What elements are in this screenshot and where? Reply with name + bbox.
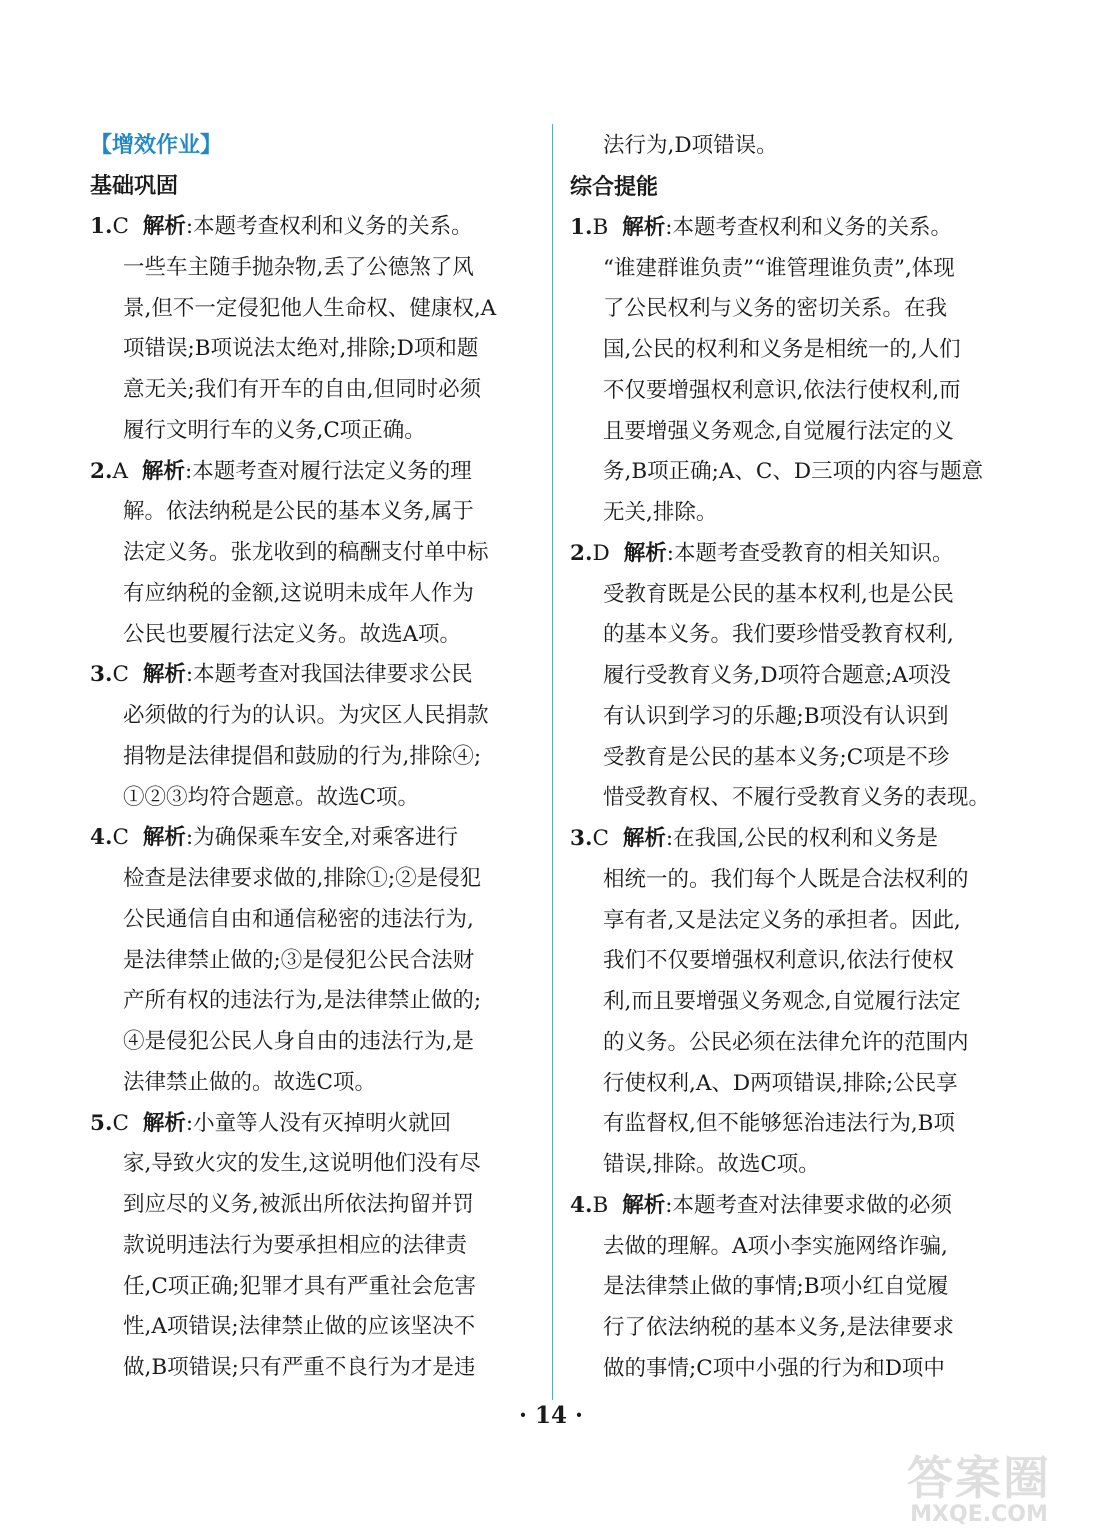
continuation-line: 法行为,D项错误。 [603,133,778,158]
watermark-domain: MXQE.COM [910,1502,1048,1527]
explanation-line: 无关,排除。 [603,500,718,525]
explanation-line: 任,C项正确;犯罪才具有严重社会危害 [123,1273,477,1299]
question-5-header [90,1104,535,1145]
question-number: 1. [90,214,113,239]
explanation-text: :在我国,公民的权利和义务是 [665,826,939,851]
question-number: 2. [90,458,113,484]
explanation-line: 是法律禁止做的;③是侵犯公民合法财 [123,947,475,973]
analysis-label: 解析 [623,540,667,566]
section-heading-advanced: 综合提能 [570,174,659,200]
analysis-label: 解析 [622,214,666,240]
explanation-line: 去做的理解。A项小李实施网络诈骗, [603,1233,948,1259]
explanation-line: 法律禁止做的。故选C项。 [123,1069,376,1095]
analysis-label: 解析 [141,458,185,484]
explanation-line: 行了依法纳税的基本义务,是法律要求 [603,1315,954,1340]
explanation-line: 公民通信自由和通信秘密的违法行为, [123,906,474,932]
right-column [570,126,1015,1390]
analysis-label: 解析 [142,825,186,851]
explanation-line: 到应尽的义务,被派出所依法拘留并罚 [123,1192,474,1217]
left-column [90,126,535,1389]
explanation-line: 的义务。公民必须在法律允许的范围内 [603,1029,969,1055]
question-list [90,207,535,1389]
explanation-line: 且要增强义务观念,自觉履行法定的义 [603,418,954,444]
explanation-line: 不仅要增强权利意识,依法行使权利,而 [603,377,961,403]
explanation-line: 做,B项错误;只有严重不良行为才是违 [123,1355,476,1380]
question-number: 3. [90,662,113,688]
explanation-line: 履行文明行车的义务,C项正确。 [123,417,426,443]
question-number: 3. [570,826,593,851]
question-3-header [570,819,1015,860]
explanation-line: 国,公民的权利和义务是相统一的,人们 [603,337,961,362]
explanation-line: 一些车主随手抛杂物,丢了公德煞了风 [123,254,474,280]
explanation-line: 的基本义务。我们要珍惜受教育权利, [603,622,954,648]
question-1-header [570,208,1015,249]
question-4-header [90,818,535,859]
explanation-line: 做的事情;C项中小强的行为和D项中 [603,1355,945,1381]
watermark-logo-text: 答案圈 [907,1451,1051,1505]
explanation-line: ④是侵犯公民人身自由的违法行为,是 [123,1029,474,1054]
question-2-header [90,452,535,493]
analysis-label: 解析 [142,662,186,688]
answer-letter: C [112,662,129,688]
answer-letter: B [592,214,609,240]
explanation-line: 有监督权,但不能够惩治违法行为,B项 [603,1111,955,1137]
explanation-line: 错误,排除。故选C项。 [603,1152,820,1177]
analysis-label: 解析 [622,826,666,851]
explanation-line: 履行受教育义务,D项符合题意;A项没 [603,663,951,688]
question-number: 1. [570,214,593,240]
explanation-text: :本题考查权利和义务的关系。 [665,214,953,240]
answer-letter: C [112,825,129,851]
explanation-text: :本题考查对我国法律要求公民 [185,662,473,688]
answer-letter: B [592,1192,609,1218]
explanation-line: 务,B项正确;A、C、D三项的内容与题意 [603,459,984,485]
explanation-line: 相统一的。我们每个人既是合法权利的 [603,866,969,892]
question-4-header [570,1186,1015,1227]
answer-letter: A [112,458,128,484]
explanation-line: 有认识到学习的乐趣;B项没有认识到 [603,703,949,729]
question-list [570,208,1015,1390]
explanation-line: 性,A项错误;法律禁止做的应该坚决不 [123,1314,476,1340]
analysis-label: 解析 [622,1192,666,1218]
section-tag: 【增效作业】 [90,133,223,158]
explanation-line: 了公民权利与义务的密切关系。在我 [603,296,948,322]
explanation-line: 享有者,又是法定义务的承担者。因此, [603,907,961,933]
explanation-line: 家,导致火灾的发生,这说明他们没有尽 [123,1151,481,1177]
explanation-line: 检查是法律要求做的,排除①;②是侵犯 [123,866,482,891]
explanation-line: 景,但不一定侵犯他人生命权、健康权,A [123,295,497,321]
explanation-line: 惜受教育权、不履行受教育义务的表现。 [603,785,991,811]
watermark-logo [884,1452,1074,1526]
answer-letter: C [112,1110,129,1136]
explanation-line: 产所有权的违法行为,是法律禁止做的; [123,988,482,1014]
question-3-header [90,655,535,696]
analysis-label: 解析 [142,1110,186,1136]
explanation-line: 项错误;B项说法太绝对,排除;D项和题 [123,336,479,362]
question-number: 4. [570,1192,593,1218]
explanation-text: :本题考查权利和义务的关系。 [185,214,473,239]
explanation-text: :本题考查对履行法定义务的理 [185,458,472,484]
question-number: 2. [570,540,593,566]
explanation-line: 法定义务。张龙收到的稿酬支付单中标 [123,540,489,565]
explanation-line: 款说明违法行为要承担相应的法律责 [123,1232,468,1258]
explanation-line: ①②③均符合题意。故选C项。 [123,784,419,810]
explanation-text: :为确保乘车安全,对乘客进行 [185,825,459,851]
explanation-text: :本题考查对法律要求做的必须 [665,1192,953,1218]
answer-letter: D [592,540,610,566]
explanation-line: 有应纳税的金额,这说明未成年人作为 [123,580,474,606]
explanation-text: :本题考查受教育的相关知识。 [666,540,954,566]
explanation-text: :小童等人没有灭掉明火就回 [185,1110,452,1136]
page-number: · 14 · [518,1402,584,1429]
question-1-header [90,207,535,248]
answer-letter: C [112,214,129,239]
explanation-line: 意无关;我们有开车的自由,但同时必须 [123,377,482,402]
explanation-line: 行使权利,A、D两项错误,排除;公民享 [603,1070,958,1096]
question-number: 5. [90,1110,113,1136]
explanation-line: 我们不仅要增强权利意识,依法行使权 [603,948,954,974]
explanation-line: “谁建群谁负责”“谁管理谁负责”,体现 [603,255,955,281]
column-divider [552,124,553,1400]
answer-letter: C [592,826,609,851]
explanation-line: 公民也要履行法定义务。故选A项。 [123,621,462,647]
question-2-header [570,534,1015,575]
explanation-line: 是法律禁止做的事情;B项小红自觉履 [603,1274,949,1300]
section-heading-basic: 基础巩固 [90,174,179,199]
explanation-line: 受教育是公民的基本义务;C项是不珍 [603,744,950,770]
explanation-line: 捐物是法律提倡和鼓励的行为,排除④; [123,743,482,769]
analysis-label: 解析 [142,214,186,239]
explanation-line: 解。依法纳税是公民的基本义务,属于 [123,499,474,525]
question-number: 4. [90,825,113,851]
explanation-line: 必须做的行为的认识。为灾区人民捐款 [123,703,489,728]
explanation-line: 利,而且要增强义务观念,自觉履行法定 [603,989,961,1014]
explanation-line: 受教育既是公民的基本权利,也是公民 [603,581,954,607]
